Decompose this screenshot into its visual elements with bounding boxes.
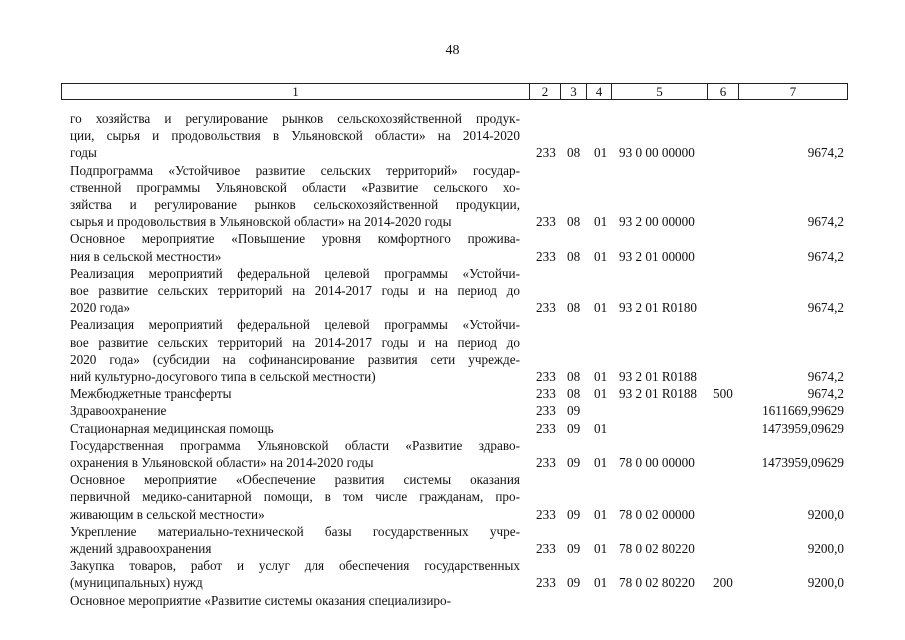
cell-c4: 01: [594, 145, 608, 161]
row-description: [70, 402, 520, 419]
cell-c5: 93 2 01 R0180: [619, 300, 698, 316]
row-description: [70, 385, 520, 402]
description-line: 2020 года»: [70, 300, 131, 316]
cell-c4: 01: [594, 368, 608, 384]
cell-c7: 1611669,99629: [762, 403, 844, 419]
table-row: [0, 230, 905, 264]
description-line: Государственная программа Ульяновской области «Развитие здраво-: [70, 437, 520, 453]
description-line: (муниципальных) нужд: [70, 575, 203, 591]
table-row: [0, 110, 905, 162]
header-cell-5: 5: [611, 83, 707, 100]
row-description: [70, 437, 520, 471]
cell-c2: 233: [536, 145, 556, 161]
header-cell-3: 3: [560, 83, 586, 100]
cell-c4: 01: [594, 248, 608, 264]
cell-c2: 233: [536, 575, 556, 591]
cell-c6: 200: [713, 575, 733, 591]
cell-c4: 01: [594, 454, 608, 470]
description-line: Закупка товаров, работ и услуг для обеспечения государственных: [70, 558, 520, 574]
description-line: вое развитие сельских территорий на 2014-2017 годы и на период до: [70, 283, 520, 298]
cell-c5: 78 0 02 00000: [619, 506, 695, 522]
table-row: [0, 592, 905, 609]
description-line: Основное мероприятие «Развитие системы оказания специализиро-: [70, 592, 452, 608]
cell-c5: 93 2 01 R0188: [619, 368, 698, 384]
table-row: [0, 420, 905, 437]
description-line: Реализация мероприятий федеральной целевой программы «Устойчи-: [70, 265, 520, 281]
cell-c5: 78 0 00 00000: [619, 454, 695, 470]
row-description: [70, 162, 520, 231]
description-line: ции, сырья и продовольствия в Ульяновской области» на 2014-2020: [70, 128, 520, 144]
description-line: первичной медико-санитарной помощи, в том числе гражданам, про-: [70, 489, 520, 505]
cell-c3: 09: [567, 454, 581, 470]
row-description: [70, 557, 520, 591]
cell-c7: 1473959,09629: [761, 420, 844, 436]
cell-c2: 233: [536, 300, 556, 316]
table-row: [0, 523, 905, 557]
cell-c7: 9674,2: [807, 386, 844, 402]
cell-c3: 09: [567, 540, 581, 556]
cell-c7: 9674,2: [807, 248, 844, 264]
cell-c7: 9674,2: [807, 214, 844, 230]
cell-c7: 9200,0: [807, 575, 844, 591]
table-row: [0, 557, 905, 591]
cell-c7: 9200,0: [807, 540, 844, 556]
cell-c3: 08: [567, 145, 581, 161]
description-line: ственной программы Ульяновской области «Развитие сельского хо-: [70, 179, 520, 195]
description-line: охранения в Ульяновской области» на 2014-2020 годы: [70, 455, 374, 470]
cell-c5: 93 2 01 R0188: [619, 386, 698, 402]
description-line: Межбюджетные трансферты: [70, 386, 232, 402]
cell-c7: 9200,0: [807, 506, 844, 522]
table-row: [0, 471, 905, 523]
cell-c3: 08: [567, 386, 581, 402]
header-cell-6: 6: [707, 83, 738, 100]
description-line: Стационарная медицинская помощь: [70, 420, 274, 436]
header-cell-2: 2: [529, 83, 560, 100]
cell-c7: 1473959,09629: [761, 454, 844, 470]
row-description: [70, 523, 520, 557]
cell-c5: 78 0 02 80220: [619, 575, 695, 591]
description-line: Укрепление материально-технической базы государственных учре-: [70, 523, 520, 539]
cell-c4: 01: [594, 214, 608, 230]
table-header: [0, 83, 905, 99]
cell-c5: 93 0 00 00000: [619, 145, 695, 161]
cell-c2: 233: [536, 214, 556, 230]
description-line: ний культурно-досугового типа в сельской местности): [70, 369, 376, 384]
cell-c7: 9674,2: [807, 300, 844, 316]
cell-c2: 233: [536, 248, 556, 264]
cell-c2: 233: [536, 540, 556, 556]
table-row: [0, 316, 905, 385]
cell-c4: 01: [594, 300, 608, 316]
table-row: [0, 162, 905, 231]
row-description: [70, 230, 520, 264]
table-row: [0, 265, 905, 317]
description-line: го хозяйства и регулирование рынков сельскохозяйственной продук-: [70, 111, 520, 126]
header-cell-4: 4: [586, 83, 611, 100]
page-number: 48: [445, 43, 460, 58]
cell-c2: 233: [536, 454, 556, 470]
table-row: [0, 402, 905, 419]
cell-c3: 08: [567, 368, 581, 384]
description-line: Реализация мероприятий федеральной целевой программы «Устойчи-: [70, 317, 520, 333]
description-line: ждений здравоохранения: [70, 541, 212, 556]
description-line: Основное мероприятие «Обеспечение развития системы оказания: [70, 472, 520, 488]
cell-c2: 233: [536, 368, 556, 384]
cell-c2: 233: [536, 420, 556, 436]
cell-c4: 01: [594, 575, 608, 591]
description-line: живающим в сельской местности»: [70, 506, 265, 522]
table-row: [0, 437, 905, 471]
cell-c3: 08: [567, 300, 581, 316]
cell-c7: 9674,2: [807, 368, 844, 384]
cell-c4: 01: [594, 420, 608, 436]
cell-c4: 01: [594, 540, 608, 556]
description-line: годы: [70, 145, 97, 161]
description-line: вое развитие сельских территорий на 2014-2017 годы и на период до: [70, 334, 520, 350]
cell-c3: 09: [567, 575, 581, 591]
cell-c3: 08: [567, 248, 581, 264]
row-description: [70, 420, 520, 437]
row-description: [70, 592, 520, 609]
row-description: [70, 471, 520, 523]
header-cell-1: 1: [61, 83, 529, 100]
description-line: зяйства и регулирование рынков сельскохозяйственной продукции,: [70, 197, 520, 212]
description-line: сырья и продовольствия в Ульяновской области» на 2014-2020 годы: [70, 214, 452, 230]
cell-c6: 500: [713, 386, 733, 402]
description-line: ния в сельской местности»: [70, 248, 222, 264]
cell-c3: 09: [567, 420, 581, 436]
cell-c3: 09: [567, 506, 581, 522]
table-row: [0, 385, 905, 402]
cell-c2: 233: [536, 386, 556, 402]
cell-c3: 08: [567, 214, 581, 230]
row-description: [70, 110, 520, 162]
cell-c5: 78 0 02 80220: [619, 540, 695, 556]
cell-c4: 01: [594, 386, 608, 402]
cell-c2: 233: [536, 506, 556, 522]
header-cell-7: 7: [738, 83, 848, 100]
row-description: [70, 316, 520, 385]
description-line: Основное мероприятие «Повышение уровня комфортного прожива-: [70, 231, 520, 247]
cell-c7: 9674,2: [807, 145, 844, 161]
description-line: Здравоохранение: [70, 403, 167, 419]
cell-c5: 93 2 01 00000: [619, 248, 695, 264]
row-description: [70, 265, 520, 317]
cell-c3: 09: [567, 403, 581, 419]
cell-c4: 01: [594, 506, 608, 522]
cell-c5: 93 2 00 00000: [619, 214, 695, 230]
description-line: 2020 года» (субсидии на софинансирование развития сети учрежде-: [70, 351, 520, 367]
cell-c2: 233: [536, 403, 556, 419]
description-line: Подпрограмма «Устойчивое развитие сельских территорий» государ-: [70, 162, 520, 178]
